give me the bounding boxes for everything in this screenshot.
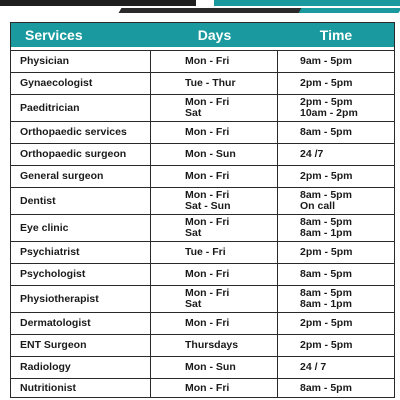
days-cell	[151, 379, 278, 397]
time-cell	[278, 335, 394, 356]
service-name: Dermatologist	[20, 317, 91, 329]
service-cell	[11, 313, 151, 334]
time-cell	[278, 51, 394, 72]
time-cell	[278, 95, 394, 121]
days-value: Mon - Fri	[185, 96, 230, 108]
table-row	[11, 334, 394, 356]
days-value: Mon - Fri	[185, 55, 230, 67]
time-value: 2pm - 5pm	[300, 96, 353, 108]
days-cell	[151, 215, 278, 241]
days-cell	[151, 51, 278, 72]
days-value: Mon - Fri	[185, 268, 230, 280]
time-value: 8am - 5pm	[300, 189, 352, 201]
days-value: Sat - Sun	[185, 200, 231, 212]
decor-stripe	[214, 0, 400, 6]
header-time: Time	[319, 27, 353, 43]
days-cell	[151, 166, 278, 187]
table-row	[11, 263, 394, 285]
decor-stripe	[299, 8, 400, 13]
time-cell	[278, 166, 394, 187]
days-value: Mon - Fri	[185, 126, 230, 138]
service-name: General surgeon	[20, 170, 104, 182]
service-name: Psychiatrist	[20, 246, 80, 258]
days-value: Mon - Fri	[185, 317, 230, 329]
table-row	[11, 121, 394, 143]
days-cell	[151, 242, 278, 263]
service-name: Physiotherapist	[20, 292, 99, 305]
service-cell	[11, 335, 151, 356]
time-cell	[278, 286, 394, 312]
service-cell	[11, 242, 151, 263]
service-cell	[11, 215, 151, 241]
days-value: Mon - Fri	[185, 381, 230, 394]
time-cell	[278, 357, 394, 378]
time-value: 2pm - 5pm	[300, 246, 353, 258]
service-cell	[11, 73, 151, 94]
service-name: Gynaecologist	[20, 77, 93, 89]
days-value: Mon - Fri	[185, 216, 230, 228]
time-cell	[278, 73, 394, 94]
time-value: 8am - 5pm	[300, 268, 352, 280]
service-cell	[11, 51, 151, 72]
days-value: Sat	[185, 107, 202, 119]
time-cell	[278, 144, 394, 165]
service-name: Dentist	[20, 194, 56, 207]
service-name: Orthopaedic services	[20, 126, 127, 138]
table-row	[11, 214, 394, 241]
days-cell	[151, 264, 278, 285]
days-cell	[151, 144, 278, 165]
service-cell	[11, 166, 151, 187]
service-name: Psychologist	[20, 268, 86, 280]
table-row	[11, 241, 394, 263]
time-cell	[278, 379, 394, 397]
time-value: 2pm - 5pm	[300, 339, 353, 351]
service-name: Eye clinic	[20, 221, 69, 234]
time-cell	[278, 122, 394, 143]
service-cell	[11, 264, 151, 285]
table-row	[11, 285, 394, 312]
time-cell	[278, 215, 394, 241]
time-value: 8am - 1pm	[300, 227, 352, 239]
header-services: Services	[25, 27, 83, 43]
days-value: Tue - Fri	[185, 246, 226, 258]
table-row	[11, 187, 394, 214]
days-cell	[151, 122, 278, 143]
table-row	[11, 72, 394, 94]
days-cell	[151, 357, 278, 378]
time-value: 8am - 5pm	[300, 287, 352, 299]
decor-stripe	[119, 8, 308, 13]
time-value: 8am - 5pm	[300, 216, 352, 228]
service-cell	[11, 357, 151, 378]
time-value: 24 /7	[300, 148, 324, 160]
days-cell	[151, 313, 278, 334]
time-cell	[278, 313, 394, 334]
time-value: 10am - 2pm	[300, 107, 358, 119]
days-cell	[151, 73, 278, 94]
services-schedule-table	[10, 22, 395, 398]
service-cell	[11, 379, 151, 397]
days-value: Mon - Fri	[185, 189, 230, 201]
days-value: Tue - Thur	[185, 77, 236, 89]
days-cell	[151, 188, 278, 214]
service-cell	[11, 122, 151, 143]
time-cell	[278, 242, 394, 263]
table-row	[11, 378, 394, 397]
service-cell	[11, 188, 151, 214]
service-name: Paeditrician	[20, 101, 80, 114]
table-row	[11, 94, 394, 121]
decor-stripe	[0, 0, 196, 6]
header-decoration	[0, 0, 400, 20]
service-cell	[11, 286, 151, 312]
days-value: Mon - Fri	[185, 170, 230, 182]
service-cell	[11, 95, 151, 121]
time-value: 2pm - 5pm	[300, 77, 353, 89]
days-cell	[151, 95, 278, 121]
service-cell	[11, 144, 151, 165]
service-name: Nutritionist	[20, 381, 76, 394]
service-name: Physician	[20, 55, 70, 67]
service-name: ENT Surgeon	[20, 339, 87, 351]
time-cell	[278, 188, 394, 214]
service-name: Orthopaedic surgeon	[20, 148, 127, 160]
service-name: Radiology	[20, 361, 71, 373]
days-value: Mon - Sun	[185, 361, 236, 373]
time-value: 2pm - 5pm	[300, 170, 353, 182]
time-value: 2pm - 5pm	[300, 317, 353, 329]
table-row	[11, 312, 394, 334]
header-days: Days	[197, 27, 232, 43]
table-row	[11, 356, 394, 378]
time-value: 8am - 5pm	[300, 381, 352, 394]
days-cell	[151, 335, 278, 356]
days-value: Sat	[185, 227, 202, 239]
table-row	[11, 143, 394, 165]
table-header	[11, 23, 394, 47]
time-value: 24 / 7	[300, 361, 327, 373]
days-value: Sat	[185, 298, 202, 310]
time-value: 8am - 5pm	[300, 126, 352, 138]
table-row	[11, 50, 394, 72]
table-row	[11, 165, 394, 187]
days-value: Mon - Sun	[185, 148, 236, 160]
days-value: Mon - Fri	[185, 287, 230, 299]
time-cell	[278, 264, 394, 285]
time-value: 8am - 1pm	[300, 298, 352, 310]
days-value: Thursdays	[185, 339, 239, 351]
time-value: 9am - 5pm	[300, 55, 352, 67]
table-body	[11, 50, 394, 397]
days-cell	[151, 286, 278, 312]
time-value: On call	[300, 200, 336, 212]
